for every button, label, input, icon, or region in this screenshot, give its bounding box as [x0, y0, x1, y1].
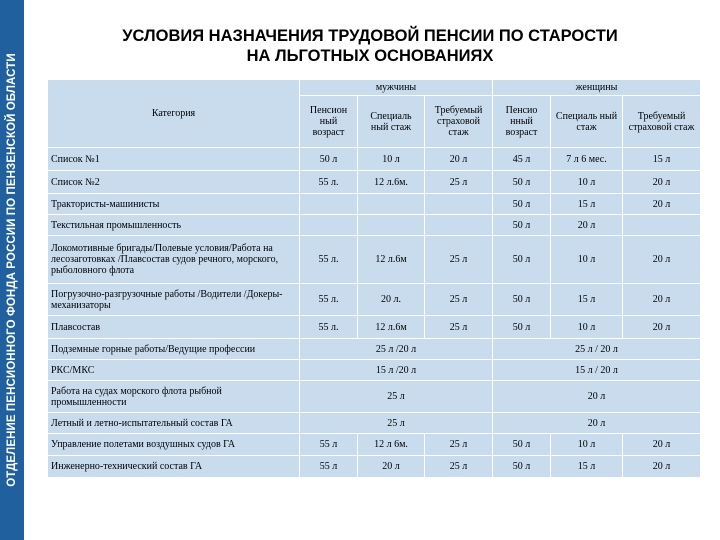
women-merged-cell: 20 л [493, 413, 701, 434]
table-cell: 15 л [551, 284, 623, 316]
row-category: Локомотивные бригады/Полевые условия/Работа на лесозаготовках /Плавсостав судов речного, морского, рыболовного флота [48, 236, 300, 284]
table-cell: 55 л [300, 434, 358, 456]
women-merged-cell: 15 л / 20 л [493, 360, 701, 381]
women-pension-age-header: Пенсио нный возраст [493, 96, 551, 148]
men-merged-cell: 25 л [300, 413, 493, 434]
table-cell: 20 л [623, 194, 701, 215]
table-cell: 50 л [493, 215, 551, 236]
table-cell: 20 л. [358, 284, 425, 316]
table-cell: 20 л [623, 316, 701, 339]
table-cell: 50 л [493, 456, 551, 478]
table-cell: 12 л 6м. [358, 434, 425, 456]
table-row [48, 215, 701, 236]
row-category: Плавсостав [48, 316, 300, 339]
table-cell: 20 л [623, 284, 701, 316]
men-merged-cell: 25 л [300, 381, 493, 413]
table-cell: 50 л [300, 148, 358, 171]
table-row [48, 456, 701, 478]
table-cell: 20 л [623, 171, 701, 194]
table-row [48, 284, 701, 316]
table-cell: 50 л [493, 316, 551, 339]
organization-name: ОТДЕЛЕНИЕ ПЕНСИОННОГО ФОНДА РОССИИ ПО ПЕНЗЕНСКОЙ ОБЛАСТИ [6, 53, 18, 487]
table-cell [358, 194, 425, 215]
men-merged-cell: 25 л /20 л [300, 339, 493, 360]
row-category: Список №1 [48, 148, 300, 171]
table-row [48, 171, 701, 194]
women-merged-cell: 20 л [493, 381, 701, 413]
table-cell: 12 л.6м. [358, 171, 425, 194]
table-row [48, 316, 701, 339]
table-cell: 10 л [551, 236, 623, 284]
page-title-line-1: УСЛОВИЯ НАЗНАЧЕНИЯ ТРУДОВОЙ ПЕНСИИ ПО СТАРОСТИ [122, 27, 618, 45]
table-row [48, 434, 701, 456]
row-category: Погрузочно-разгрузочные работы /Водители /Докеры-механизаторы [48, 284, 300, 316]
pension-conditions-table [47, 79, 701, 478]
table-row [48, 194, 701, 215]
row-category: Трактористы-машинисты [48, 194, 300, 215]
table-cell: 7 л 6 мес. [551, 148, 623, 171]
men-special-service-header: Специаль ный стаж [358, 96, 425, 148]
table-cell: 12 л.6м [358, 316, 425, 339]
table-cell [300, 215, 358, 236]
table-row [48, 148, 701, 171]
table-cell: 55 л [300, 456, 358, 478]
table-cell: 55 л. [300, 316, 358, 339]
row-category: Текстильная промышленность [48, 215, 300, 236]
table-cell: 20 л [623, 434, 701, 456]
women-header: женщины [493, 80, 701, 96]
table-cell: 10 л [551, 171, 623, 194]
women-special-service-header: Специаль ный стаж [551, 96, 623, 148]
table-cell: 50 л [493, 194, 551, 215]
table-cell: 50 л [493, 284, 551, 316]
men-pension-age-header: Пенсион ный возраст [300, 96, 358, 148]
row-category: Подземные горные работы/Ведущие профессии [48, 339, 300, 360]
row-category: Список №2 [48, 171, 300, 194]
women-insurance-service-header: Требуемый страховой стаж [623, 96, 701, 148]
page-title-line-2: НА ЛЬГОТНЫХ ОСНОВАНИЯХ [246, 47, 494, 65]
table-cell: 15 л [551, 194, 623, 215]
sidebar-banner [0, 0, 24, 540]
category-header: Категория [48, 80, 300, 148]
men-insurance-service-header: Требуемый страховой стаж [425, 96, 493, 148]
table-row [48, 381, 701, 413]
table-cell: 55 л. [300, 171, 358, 194]
table-cell: 55 л. [300, 236, 358, 284]
men-merged-cell: 15 л /20 л [300, 360, 493, 381]
table-cell: 25 л [425, 456, 493, 478]
row-category: Летный и летно-испытательный состав ГА [48, 413, 300, 434]
table-cell [358, 215, 425, 236]
row-category: Инженерно-технический состав ГА [48, 456, 300, 478]
table-cell: 20 л [623, 456, 701, 478]
table-row [48, 339, 701, 360]
table-cell: 50 л [493, 434, 551, 456]
table-cell: 25 л [425, 316, 493, 339]
table-cell [623, 215, 701, 236]
table-cell: 20 л [358, 456, 425, 478]
men-header: мужчины [300, 80, 493, 96]
table-cell [425, 194, 493, 215]
page-title [60, 26, 680, 66]
table-cell: 25 л [425, 171, 493, 194]
row-category: РКС/МКС [48, 360, 300, 381]
table-cell: 15 л [623, 148, 701, 171]
table-cell: 10 л [551, 316, 623, 339]
table-cell: 25 л [425, 284, 493, 316]
row-category: Работа на судах морского флота рыбной промышленности [48, 381, 300, 413]
table-cell: 15 л [551, 456, 623, 478]
table-cell: 25 л [425, 434, 493, 456]
table-row [48, 236, 701, 284]
table-cell [425, 215, 493, 236]
table-cell: 25 л [425, 236, 493, 284]
table-cell: 20 л [551, 215, 623, 236]
table-row [48, 360, 701, 381]
table-cell: 20 л [425, 148, 493, 171]
table-cell: 20 л [623, 236, 701, 284]
table-cell: 55 л. [300, 284, 358, 316]
table-cell: 12 л.6м [358, 236, 425, 284]
women-merged-cell: 25 л / 20 л [493, 339, 701, 360]
table-cell: 50 л [493, 236, 551, 284]
table-cell: 10 л [358, 148, 425, 171]
table-cell: 45 л [493, 148, 551, 171]
table-row [48, 413, 701, 434]
table-cell [300, 194, 358, 215]
table-cell: 50 л [493, 171, 551, 194]
row-category: Управление полетами воздушных судов ГА [48, 434, 300, 456]
table-cell: 10 л [551, 434, 623, 456]
